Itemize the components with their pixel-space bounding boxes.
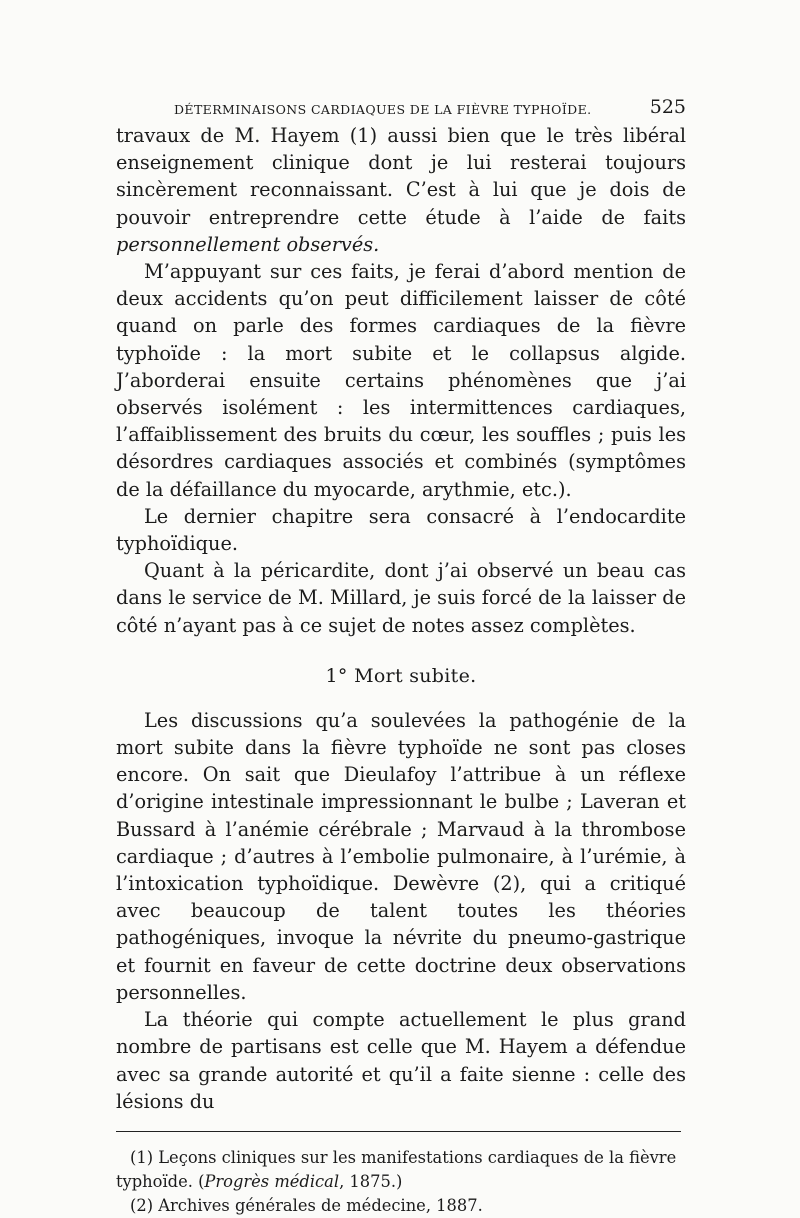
section-text (116, 707, 686, 1115)
section-heading (116, 665, 686, 687)
section-title: Mort subite. (354, 664, 477, 687)
footnote-divider (116, 1131, 681, 1132)
paragraph-1: travaux de M. Hayem (1) aussi bien que le très libéral enseignement clinique dont je lui resterai toujours sincèrement reconnaissant. C’est à lui que je dois de pouvoir entreprendre cette étude à l’aide de faits personnellement observés. (116, 124, 686, 256)
running-head (116, 96, 686, 122)
footnote-1: (1) Leçons cliniques sur les manifestations cardiaques de la fièvre typhoïde. (Progrès médical, 1875.) (116, 1147, 677, 1191)
footnote-emphasis: Progrès médical (204, 1171, 340, 1191)
page-number: 525 (649, 96, 686, 118)
emphasis: personnellement observés. (116, 232, 380, 256)
paragraph-5: Les discussions qu’a soulevées la pathogénie de la mort subite dans la fièvre typhoïde ne sont pas closes encore. On sait que Dieulafoy l’attribue à un réflexe d’origine intestinale impressionnant le bulbe ; Laveran et Bussard à l’anémie cérébrale ; Marvaud à la thrombose cardiaque ; d’autres à l’embolie pulmonaire, à l’urémie, à l’intoxication typhoïdique. Dewèvre (2), qui a critiqué avec beaucoup de talent toutes les théories pathogéniques, invoque la névrite du pneumo-gastrique et fournit en faveur de cette doctrine deux observations personnelles. (116, 708, 686, 1004)
running-title: DÉTERMINAISONS CARDIAQUES DE LA FIÈVRE TYPHOÏDE. (174, 102, 592, 117)
paragraph-6: La théorie qui compte actuellement le plus grand nombre de partisans est celle que M. Hayem a défendue avec sa grande autorité et qu’il a faite sienne : celle des lésions du (116, 1008, 686, 1113)
paragraph-4: Quant à la péricardite, dont j’ai observé un beau cas dans le service de M. Millard, je suis forcé de la laisser de côté n’ayant pas à ce sujet de notes assez complètes. (116, 559, 686, 637)
paragraph-3: Le dernier chapitre sera consacré à l’endocardite typhoïdique. (116, 504, 686, 556)
paragraph-2: M’appuyant sur ces faits, je ferai d’abord mention de deux accidents qu’on peut difficilement laisser de côté quand on parle des formes cardiaques de la fièvre typhoïde : la mort subite et le collapsus algide. J’aborderai ensuite certains phénomènes que j’ai observés isolément : les intermittences cardiaques, l’affaiblissement des bruits du cœur, les souffles ; puis les désordres cardiaques associés et combinés (symptômes de la défaillance du myocarde, arythmie, etc.). (116, 260, 686, 501)
section-number: 1° (325, 664, 348, 687)
book-page (116, 96, 686, 1218)
footnotes (116, 1146, 686, 1218)
main-text (116, 122, 686, 639)
footnote-2: (2) Archives générales de médecine, 1887. (130, 1195, 483, 1215)
